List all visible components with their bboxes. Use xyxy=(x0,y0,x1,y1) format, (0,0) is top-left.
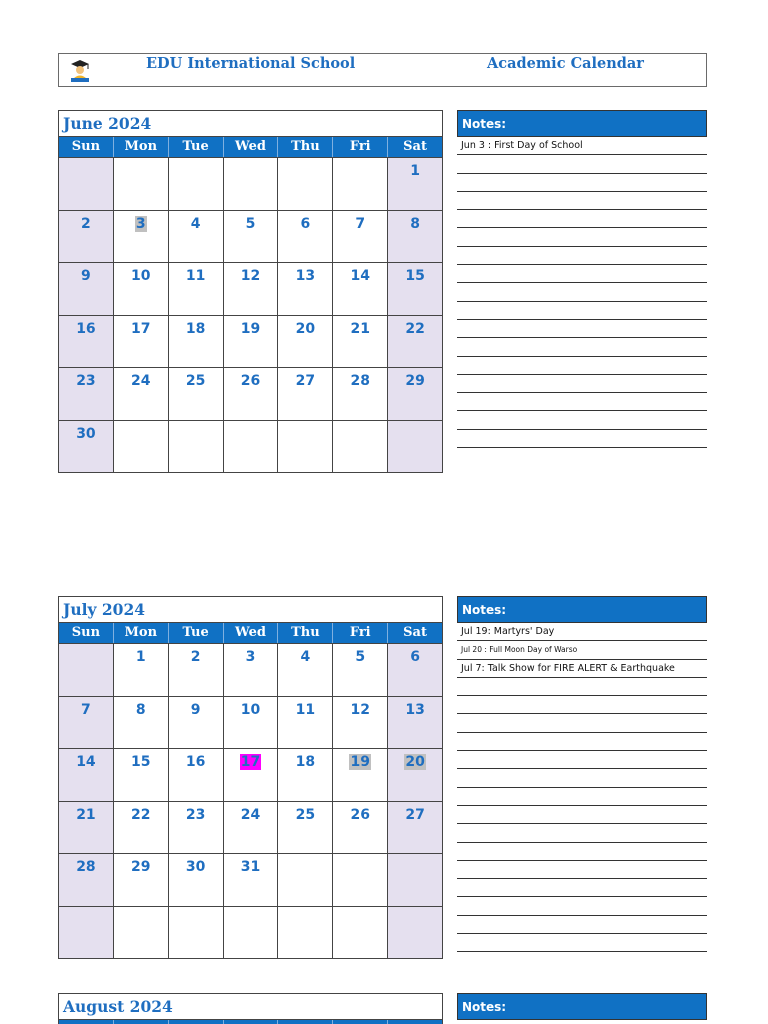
day-cell[interactable] xyxy=(224,420,279,473)
day-cell[interactable] xyxy=(278,853,333,906)
weekday-header xyxy=(59,623,442,643)
day-number: 7 xyxy=(81,701,91,718)
note-line[interactable] xyxy=(457,302,707,320)
day-number: 4 xyxy=(300,649,311,665)
calendar-week xyxy=(59,853,442,906)
day-number: 10 xyxy=(131,268,151,284)
note-line[interactable] xyxy=(457,393,707,411)
note-line[interactable] xyxy=(457,320,707,338)
day-number: 21 xyxy=(76,806,96,823)
day-number: 2 xyxy=(81,215,91,232)
month-grid xyxy=(59,643,442,958)
notes-august-2024 xyxy=(457,993,707,1024)
month-july-2024 xyxy=(58,596,443,959)
day-cell[interactable] xyxy=(388,748,442,801)
weekday-tue: Tue xyxy=(169,623,224,643)
day-cell[interactable] xyxy=(388,643,442,696)
day-number: 24 xyxy=(131,373,151,389)
weekday-wed xyxy=(224,1020,279,1024)
day-cell[interactable] xyxy=(333,157,388,210)
day-cell[interactable] xyxy=(59,210,114,263)
note-line[interactable] xyxy=(457,916,707,934)
day-cell[interactable] xyxy=(333,262,388,315)
day-cell[interactable] xyxy=(114,420,169,473)
day-cell[interactable] xyxy=(333,643,388,696)
day-cell[interactable] xyxy=(114,906,169,959)
day-number: 23 xyxy=(76,373,96,389)
weekday-sat: Sat xyxy=(403,625,427,640)
day-number: 20 xyxy=(405,754,425,770)
note-line[interactable] xyxy=(457,155,707,173)
day-number: 15 xyxy=(405,268,425,284)
day-cell[interactable] xyxy=(278,906,333,959)
day-cell[interactable] xyxy=(169,748,224,801)
day-cell[interactable] xyxy=(388,420,442,473)
note-line[interactable] xyxy=(457,411,707,429)
weekday-header xyxy=(59,1020,442,1024)
month-title: August 2024 xyxy=(59,994,442,1020)
day-number: 7 xyxy=(355,215,366,232)
weekday-sun: Sun xyxy=(59,137,114,157)
day-number: 24 xyxy=(240,806,261,823)
note-line[interactable] xyxy=(457,714,707,732)
day-number: 6 xyxy=(300,215,311,232)
day-number: 16 xyxy=(185,754,206,770)
note-line[interactable]: Jul 7: Talk Show for FIRE ALERT & Earthquake xyxy=(457,660,707,678)
day-cell[interactable] xyxy=(388,262,442,315)
day-number: 10 xyxy=(240,701,261,718)
day-cell[interactable] xyxy=(59,157,114,210)
day-number: 5 xyxy=(355,649,366,665)
note-line[interactable] xyxy=(457,375,707,393)
day-cell[interactable] xyxy=(59,262,114,315)
day-cell[interactable] xyxy=(59,367,114,420)
day-number: 11 xyxy=(185,268,206,284)
weekday-mon xyxy=(114,1020,169,1024)
day-cell[interactable] xyxy=(278,643,333,696)
calendar-week xyxy=(59,315,442,368)
weekday-sat xyxy=(388,1020,442,1024)
day-number: 27 xyxy=(405,806,425,823)
day-cell[interactable] xyxy=(59,748,114,801)
day-cell[interactable] xyxy=(388,853,442,906)
note-line[interactable] xyxy=(457,174,707,192)
day-number: 27 xyxy=(295,373,316,389)
day-number: 23 xyxy=(185,806,206,823)
day-number: 21 xyxy=(350,320,370,337)
day-cell[interactable] xyxy=(333,210,388,263)
day-cell[interactable] xyxy=(224,643,279,696)
day-cell[interactable] xyxy=(169,315,224,368)
day-number: 28 xyxy=(350,373,370,389)
day-number: 15 xyxy=(131,754,151,770)
day-number: 17 xyxy=(240,754,261,770)
day-cell[interactable] xyxy=(278,262,333,315)
day-cell[interactable] xyxy=(224,157,279,210)
day-cell[interactable] xyxy=(114,262,169,315)
day-number: 9 xyxy=(190,701,201,718)
calendar-title: Academic Calendar xyxy=(487,55,644,72)
note-line[interactable] xyxy=(457,806,707,824)
day-cell[interactable] xyxy=(114,696,169,749)
note-line[interactable] xyxy=(457,897,707,915)
notes-label: Notes: xyxy=(457,596,707,623)
notes-label: Notes: xyxy=(457,993,707,1020)
day-cell[interactable] xyxy=(224,262,279,315)
note-line[interactable]: Jul 19: Martyrs' Day xyxy=(457,623,707,641)
note-line[interactable] xyxy=(457,265,707,283)
notes-label: Notes: xyxy=(457,110,707,137)
day-number: 8 xyxy=(135,701,146,718)
day-cell[interactable] xyxy=(59,801,114,854)
calendar-week xyxy=(59,157,442,210)
day-cell[interactable] xyxy=(114,210,169,263)
day-cell[interactable] xyxy=(224,315,279,368)
weekday-sun xyxy=(59,1020,114,1024)
day-number: 11 xyxy=(295,701,316,718)
day-number: 19 xyxy=(350,754,370,770)
day-cell[interactable] xyxy=(59,315,114,368)
day-cell[interactable] xyxy=(388,157,442,210)
day-cell[interactable] xyxy=(333,801,388,854)
day-cell[interactable] xyxy=(224,801,279,854)
day-cell[interactable] xyxy=(59,420,114,473)
note-line[interactable] xyxy=(457,733,707,751)
day-cell[interactable] xyxy=(278,748,333,801)
day-cell[interactable] xyxy=(224,367,279,420)
note-line[interactable] xyxy=(457,879,707,897)
day-number: 9 xyxy=(81,268,91,284)
day-cell[interactable] xyxy=(59,906,114,959)
day-cell[interactable] xyxy=(59,696,114,749)
day-cell[interactable] xyxy=(169,262,224,315)
calendar-week xyxy=(59,696,442,749)
weekday-fri: Fri xyxy=(333,623,388,643)
day-cell[interactable] xyxy=(114,853,169,906)
day-number: 18 xyxy=(295,754,316,770)
day-cell[interactable] xyxy=(278,696,333,749)
day-number: 8 xyxy=(410,215,420,232)
day-number: 18 xyxy=(185,320,206,337)
day-cell[interactable] xyxy=(278,315,333,368)
day-cell[interactable] xyxy=(333,696,388,749)
note-line[interactable] xyxy=(457,843,707,861)
calendar-header xyxy=(58,53,707,87)
month-title: July 2024 xyxy=(59,597,442,623)
weekday-mon: Mon xyxy=(114,623,169,643)
note-line[interactable] xyxy=(457,192,707,210)
note-line[interactable] xyxy=(457,338,707,356)
day-number: 1 xyxy=(410,163,420,179)
day-cell[interactable] xyxy=(388,315,442,368)
notes-list xyxy=(457,623,707,952)
weekday-fri: Fri xyxy=(333,137,388,157)
day-cell[interactable] xyxy=(333,748,388,801)
day-cell[interactable] xyxy=(388,906,442,959)
note-line[interactable] xyxy=(457,934,707,952)
day-cell[interactable] xyxy=(224,906,279,959)
day-number: 31 xyxy=(240,859,261,875)
day-number: 20 xyxy=(295,320,316,337)
day-cell[interactable] xyxy=(59,853,114,906)
note-line[interactable] xyxy=(457,228,707,246)
day-cell[interactable] xyxy=(278,367,333,420)
day-cell[interactable] xyxy=(333,315,388,368)
day-cell[interactable] xyxy=(278,420,333,473)
day-number: 29 xyxy=(131,859,151,875)
day-cell[interactable] xyxy=(278,210,333,263)
day-number: 5 xyxy=(245,215,256,232)
day-cell[interactable] xyxy=(388,696,442,749)
day-cell[interactable] xyxy=(114,315,169,368)
note-line[interactable]: Jun 3 : First Day of School xyxy=(457,137,707,155)
day-cell[interactable] xyxy=(278,801,333,854)
note-line[interactable] xyxy=(457,861,707,879)
calendar-week xyxy=(59,420,442,473)
note-line[interactable] xyxy=(457,430,707,448)
day-cell[interactable] xyxy=(169,210,224,263)
day-number: 22 xyxy=(131,806,151,823)
day-number: 16 xyxy=(76,320,96,337)
calendar-week xyxy=(59,367,442,420)
day-number: 22 xyxy=(405,320,425,337)
day-number: 17 xyxy=(131,320,151,337)
weekday-tue: Tue xyxy=(169,137,224,157)
calendar-week xyxy=(59,801,442,854)
day-cell[interactable] xyxy=(169,906,224,959)
day-number: 29 xyxy=(405,373,425,389)
day-number: 6 xyxy=(410,649,420,665)
day-cell[interactable] xyxy=(278,157,333,210)
weekday-sat: Sat xyxy=(403,139,427,154)
weekday-thu xyxy=(278,1020,333,1024)
day-number: 3 xyxy=(135,215,146,232)
day-cell[interactable] xyxy=(169,696,224,749)
day-number: 13 xyxy=(295,268,316,284)
note-line[interactable] xyxy=(457,751,707,769)
weekday-wed: Wed xyxy=(224,137,279,157)
day-number: 3 xyxy=(245,649,256,665)
day-cell[interactable] xyxy=(169,157,224,210)
day-cell[interactable] xyxy=(114,643,169,696)
day-cell[interactable] xyxy=(224,696,279,749)
day-number: 1 xyxy=(135,649,146,665)
notes-list xyxy=(457,137,707,448)
day-number: 12 xyxy=(240,268,261,284)
day-cell[interactable] xyxy=(333,906,388,959)
note-line[interactable] xyxy=(457,283,707,301)
note-line[interactable]: Jul 20 : Full Moon Day of Warso xyxy=(457,641,707,659)
day-number: 25 xyxy=(185,373,206,389)
weekday-header xyxy=(59,137,442,157)
day-cell[interactable] xyxy=(169,420,224,473)
weekday-thu: Thu xyxy=(278,623,333,643)
weekday-sun: Sun xyxy=(59,623,114,643)
day-cell[interactable] xyxy=(169,367,224,420)
day-cell[interactable] xyxy=(114,748,169,801)
school-name: EDU International School xyxy=(146,55,356,72)
calendar-week xyxy=(59,262,442,315)
month-title: June 2024 xyxy=(59,111,442,137)
note-line[interactable] xyxy=(457,247,707,265)
day-cell[interactable] xyxy=(169,643,224,696)
day-cell[interactable] xyxy=(114,367,169,420)
day-number: 26 xyxy=(350,806,370,823)
weekday-fri xyxy=(333,1020,388,1024)
day-number: 14 xyxy=(76,754,96,770)
day-number: 19 xyxy=(240,320,261,337)
day-number: 14 xyxy=(350,268,370,284)
day-cell[interactable] xyxy=(388,210,442,263)
note-line[interactable] xyxy=(457,357,707,375)
day-number: 2 xyxy=(190,649,201,665)
day-cell[interactable] xyxy=(388,367,442,420)
day-number: 12 xyxy=(350,701,370,718)
weekday-mon: Mon xyxy=(114,137,169,157)
weekday-wed: Wed xyxy=(224,623,279,643)
day-number: 4 xyxy=(190,215,201,232)
note-line[interactable] xyxy=(457,788,707,806)
day-cell[interactable] xyxy=(114,801,169,854)
graduate-logo-icon xyxy=(67,58,93,84)
note-line[interactable] xyxy=(457,769,707,787)
note-line[interactable] xyxy=(457,696,707,714)
day-number: 30 xyxy=(185,859,206,875)
weekday-thu: Thu xyxy=(278,137,333,157)
day-cell[interactable] xyxy=(333,420,388,473)
calendar-week xyxy=(59,643,442,696)
day-cell[interactable] xyxy=(224,748,279,801)
notes-june-2024 xyxy=(457,110,707,448)
weekday-tue xyxy=(169,1020,224,1024)
day-number: 25 xyxy=(295,806,316,823)
month-august-2024 xyxy=(58,993,443,1024)
calendar-week xyxy=(59,906,442,959)
day-cell[interactable] xyxy=(59,643,114,696)
day-number: 28 xyxy=(76,859,96,875)
day-number: 13 xyxy=(405,701,425,718)
calendar-week xyxy=(59,748,442,801)
day-cell[interactable] xyxy=(169,801,224,854)
day-cell[interactable] xyxy=(114,157,169,210)
day-cell[interactable] xyxy=(169,853,224,906)
calendar-week xyxy=(59,210,442,263)
day-cell[interactable] xyxy=(224,210,279,263)
month-grid xyxy=(59,157,442,472)
note-line[interactable] xyxy=(457,678,707,696)
month-june-2024 xyxy=(58,110,443,473)
day-cell[interactable] xyxy=(333,853,388,906)
day-cell[interactable] xyxy=(224,853,279,906)
notes-july-2024 xyxy=(457,596,707,952)
day-number: 30 xyxy=(76,425,96,442)
day-cell[interactable] xyxy=(333,367,388,420)
day-cell[interactable] xyxy=(388,801,442,854)
note-line[interactable] xyxy=(457,210,707,228)
note-line[interactable] xyxy=(457,824,707,842)
day-number: 26 xyxy=(240,373,261,389)
